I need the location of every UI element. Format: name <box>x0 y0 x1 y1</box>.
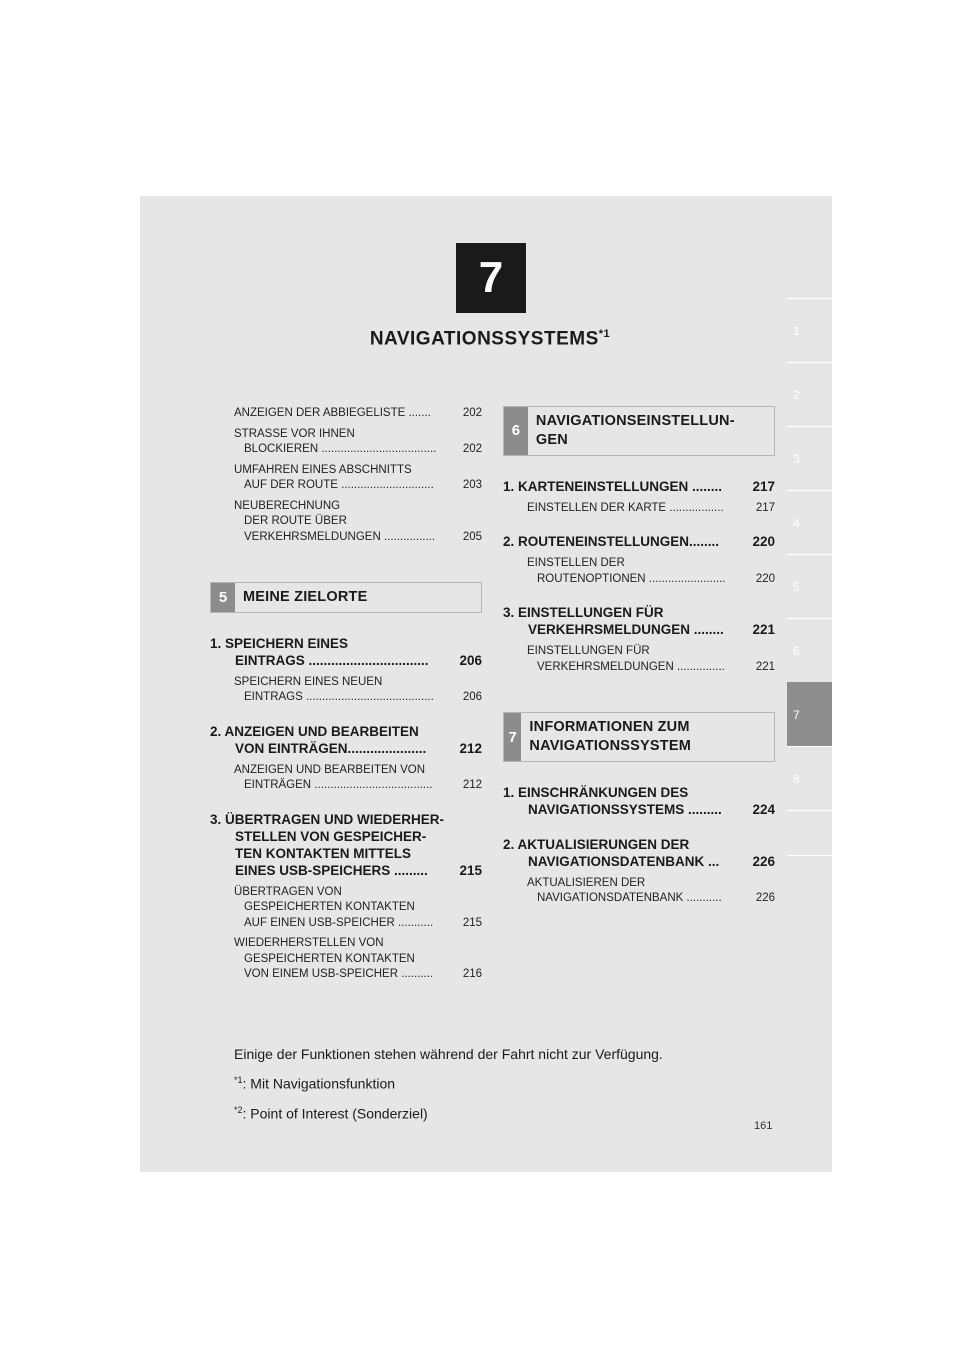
toc-entry-text: STELLEN VON GESPEICHER- <box>235 828 427 844</box>
page-number: 161 <box>754 1120 773 1132</box>
toc-sub-page: 220 <box>755 572 775 585</box>
section-number: 5 <box>211 583 235 612</box>
toc-entry-line <box>503 478 775 495</box>
toc-entry-text: 1. EINSCHRÄNKUNGEN DES <box>503 784 689 800</box>
toc-sub-line <box>527 501 775 517</box>
toc-sub-page: 206 <box>462 691 482 704</box>
toc-sub-entry[interactable] <box>503 644 775 675</box>
toc-sub-line <box>234 900 482 916</box>
toc-left-column <box>210 406 482 1000</box>
toc-sub-entry[interactable] <box>503 876 775 907</box>
section-number: 6 <box>504 407 528 455</box>
section-header <box>503 712 775 762</box>
section-number: 7 <box>504 713 521 761</box>
toc-sub-entry[interactable] <box>210 936 482 983</box>
toc-sub-entry[interactable] <box>210 427 482 458</box>
toc-entry-text: 1. KARTENEINSTELLUNGEN ........ <box>503 478 723 494</box>
toc-sub-text: NAVIGATIONSDATENBANK ........... <box>537 892 722 905</box>
toc-entry-line <box>210 740 482 757</box>
toc-sub-entry[interactable] <box>210 406 482 422</box>
toc-sub-line <box>527 572 775 588</box>
toc-entry-text: NAVIGATIONSSYSTEMS ......... <box>528 801 722 817</box>
toc-sub-line <box>234 675 482 691</box>
toc-entry-line <box>210 652 482 669</box>
toc-entry-page: 215 <box>459 862 482 878</box>
toc-sub-entry[interactable] <box>210 763 482 794</box>
toc-sub-text: ANZEIGEN UND BEARBEITEN VON <box>234 763 426 776</box>
toc-right-column <box>503 406 775 924</box>
toc-sub-text: WIEDERHERSTELLEN VON <box>234 937 384 950</box>
toc-entry-line <box>503 801 775 818</box>
toc-entry-line <box>210 845 482 862</box>
toc-entry[interactable] <box>210 811 482 879</box>
spacer <box>210 570 482 582</box>
toc-sub-line <box>234 406 482 422</box>
toc-entry-line <box>210 723 482 740</box>
toc-entry-page: 220 <box>752 534 775 550</box>
spacer <box>210 988 482 1000</box>
toc-entry-text: 3. EINSTELLUNGEN FÜR <box>503 605 664 621</box>
toc-entry-page: 224 <box>752 801 775 817</box>
toc-entry[interactable] <box>503 533 775 550</box>
toc-sub-text: ÜBERTRAGEN VON <box>234 885 342 898</box>
footnote-1: $^{*1}$: Mit Navigationsfunktion <box>234 1075 396 1092</box>
toc-sub-text: ROUTENOPTIONEN ........................ <box>537 572 726 585</box>
toc-entry-text: EINTRAGS ................................ <box>235 652 429 668</box>
toc-sub-line <box>527 660 775 676</box>
toc-sub-page: 216 <box>462 968 482 981</box>
toc-entry-line <box>210 862 482 879</box>
toc-sub-text: NEUBERECHNUNG <box>234 499 341 512</box>
chapter-tab-1[interactable]: 1 <box>787 298 832 362</box>
section-header <box>210 582 482 613</box>
toc-sub-line <box>234 514 482 530</box>
spacer <box>210 711 482 723</box>
toc-sub-entry[interactable] <box>503 556 775 587</box>
chapter-tabs <box>787 298 832 856</box>
chapter-tab-2[interactable]: 2 <box>787 362 832 426</box>
section-title: MEINE ZIELORTE <box>243 589 368 605</box>
toc-sub-line <box>234 952 482 968</box>
toc-sub-page: 212 <box>462 779 482 792</box>
toc-sub-line <box>234 690 482 706</box>
toc-sub-text: EINTRAGS ........................................ <box>244 691 434 704</box>
toc-entry-page: 226 <box>752 853 775 869</box>
section-title: NAVIGATIONSEINSTELLUN-GEN <box>535 413 735 448</box>
toc-entry[interactable] <box>503 836 775 870</box>
toc-entry-text: 1. SPEICHERN EINES <box>210 635 349 651</box>
toc-entry-line <box>210 811 482 828</box>
spacer <box>503 521 775 533</box>
toc-sub-line <box>234 916 482 932</box>
toc-sub-text: AUF DER ROUTE ............................. <box>244 479 434 491</box>
toc-sub-line <box>234 778 482 794</box>
toc-sub-entry[interactable] <box>210 885 482 932</box>
toc-entry-text: TEN KONTAKTEN MITTELS <box>235 845 411 861</box>
toc-sub-line <box>234 478 482 494</box>
toc-entry-line <box>503 836 775 853</box>
toc-sub-line <box>234 499 482 515</box>
toc-sub-line <box>527 891 775 907</box>
toc-sub-page: 217 <box>755 501 775 514</box>
chapter-tab-7[interactable]: 7 <box>787 682 832 746</box>
spacer <box>503 680 775 692</box>
toc-entry-line <box>503 621 775 638</box>
toc-sub-line <box>234 885 482 901</box>
toc-entry[interactable] <box>210 635 482 669</box>
toc-sub-entry[interactable] <box>210 463 482 494</box>
footer-notes <box>234 1044 794 1129</box>
chapter-number-badge: 7 <box>456 243 526 313</box>
spacer <box>210 550 482 570</box>
toc-entry-line <box>503 533 775 550</box>
toc-entry[interactable] <box>503 604 775 638</box>
toc-entry[interactable] <box>503 784 775 818</box>
toc-entry[interactable] <box>503 478 775 495</box>
toc-sub-text: DER ROUTE ÜBER <box>244 515 347 527</box>
spacer <box>503 912 775 924</box>
chapter-tab-6[interactable]: 6 <box>787 618 832 682</box>
toc-sub-text: AUF EINEN USB-SPEICHER ........... <box>244 916 434 929</box>
toc-entry-text: 2. ANZEIGEN UND BEARBEITEN <box>210 723 419 739</box>
toc-entry-text: 2. AKTUALISIERUNGEN DER <box>503 836 690 852</box>
spacer <box>503 592 775 604</box>
toc-sub-text: AKTUALISIEREN DER <box>527 876 646 889</box>
chapter-tab-5[interactable]: 5 <box>787 554 832 618</box>
toc-entry-page: 206 <box>459 652 482 668</box>
toc-entry-text: VERKEHRSMELDUNGEN ........ <box>528 622 724 638</box>
toc-entry-page: 217 <box>752 478 775 494</box>
footnote-2: $^{*2}$: Point of Interest (Sonderziel) <box>234 1104 428 1122</box>
toc-entry-page: 212 <box>459 740 482 756</box>
chapter-tab-3[interactable]: 3 <box>787 426 832 490</box>
toc-sub-text: VERKEHRSMELDUNGEN ............... <box>537 660 725 673</box>
toc-sub-page: 203 <box>462 479 482 491</box>
toc-sub-text: UMFAHREN EINES ABSCHNITTS <box>234 463 412 476</box>
toc-sub-page: 226 <box>755 892 775 905</box>
toc-sub-text: VON EINEM USB-SPEICHER .......... <box>244 968 434 981</box>
toc-entry-line <box>503 853 775 870</box>
toc-sub-line <box>234 427 482 443</box>
toc-entry-text: 3. ÜBERTRAGEN UND WIEDERHER- <box>210 811 445 827</box>
toc-sub-page: 202 <box>462 443 482 455</box>
toc-entry-text: 2. ROUTENEINSTELLUNGEN........ <box>503 534 720 550</box>
toc-sub-entry[interactable] <box>503 501 775 517</box>
toc-sub-page: 221 <box>755 660 775 673</box>
toc-sub-line <box>527 876 775 892</box>
toc-entry-line <box>503 784 775 801</box>
toc-sub-page: 202 <box>462 407 482 419</box>
toc-sub-entry[interactable] <box>210 675 482 706</box>
toc-entry-text: VON EINTRÄGEN..................... <box>235 740 427 756</box>
toc-sub-text: EINTRÄGEN ..................................... <box>244 779 433 792</box>
section-header <box>503 406 775 456</box>
toc-entry[interactable] <box>210 723 482 757</box>
chapter-tab-4[interactable]: 4 <box>787 490 832 554</box>
toc-sub-text: SPEICHERN EINES NEUEN <box>234 675 383 688</box>
spacer <box>210 799 482 811</box>
toc-sub-text: EINSTELLUNGEN FÜR <box>527 645 650 658</box>
toc-sub-line <box>234 442 482 458</box>
toc-sub-text: GESPEICHERTEN KONTAKTEN <box>244 901 415 914</box>
toc-sub-page: 215 <box>462 916 482 929</box>
section-title: INFORMATIONEN ZUM NAVIGATIONSSYSTEM <box>529 719 691 755</box>
toc-sub-page: 205 <box>462 530 482 543</box>
toc-sub-text: STRASSE VOR IHNEN <box>234 427 355 440</box>
toc-entry-line <box>503 604 775 621</box>
toc-sub-text: ANZEIGEN DER ABBIEGELISTE ....... <box>234 407 431 419</box>
toc-sub-line <box>527 556 775 572</box>
toc-sub-text: VERKEHRSMELDUNGEN ................ <box>244 530 436 543</box>
toc-sub-line <box>234 463 482 479</box>
toc-sub-line <box>234 936 482 952</box>
toc-sub-text: GESPEICHERTEN KONTAKTEN <box>244 952 415 965</box>
toc-entry-text: EINES USB-SPEICHERS ......... <box>235 862 428 878</box>
chapter-title: NAVIGATIONSSYSTEMS$^{*1}$ <box>369 328 611 350</box>
chapter-tab-blank[interactable] <box>787 810 832 856</box>
toc-entry-line <box>210 828 482 845</box>
footer-note: Einige der Funktionen stehen während der Fahrt nicht zur Verfügung. <box>234 1046 663 1062</box>
chapter-tab-8[interactable]: 8 <box>787 746 832 810</box>
toc-entry-text: NAVIGATIONSDATENBANK ... <box>528 853 720 869</box>
toc-sub-entry[interactable] <box>210 499 482 546</box>
toc-sub-text: EINSTELLEN DER KARTE ................. <box>527 501 724 514</box>
toc-entry-line <box>210 635 482 652</box>
toc-sub-line <box>527 644 775 660</box>
toc-entry-page: 221 <box>752 622 775 638</box>
spacer <box>503 824 775 836</box>
toc-sub-line <box>234 967 482 983</box>
toc-sub-text: BLOCKIEREN .................................... <box>244 443 437 455</box>
toc-sub-line <box>234 763 482 779</box>
toc-sub-line <box>234 530 482 546</box>
toc-sub-text: EINSTELLEN DER <box>527 557 625 570</box>
spacer <box>503 692 775 712</box>
